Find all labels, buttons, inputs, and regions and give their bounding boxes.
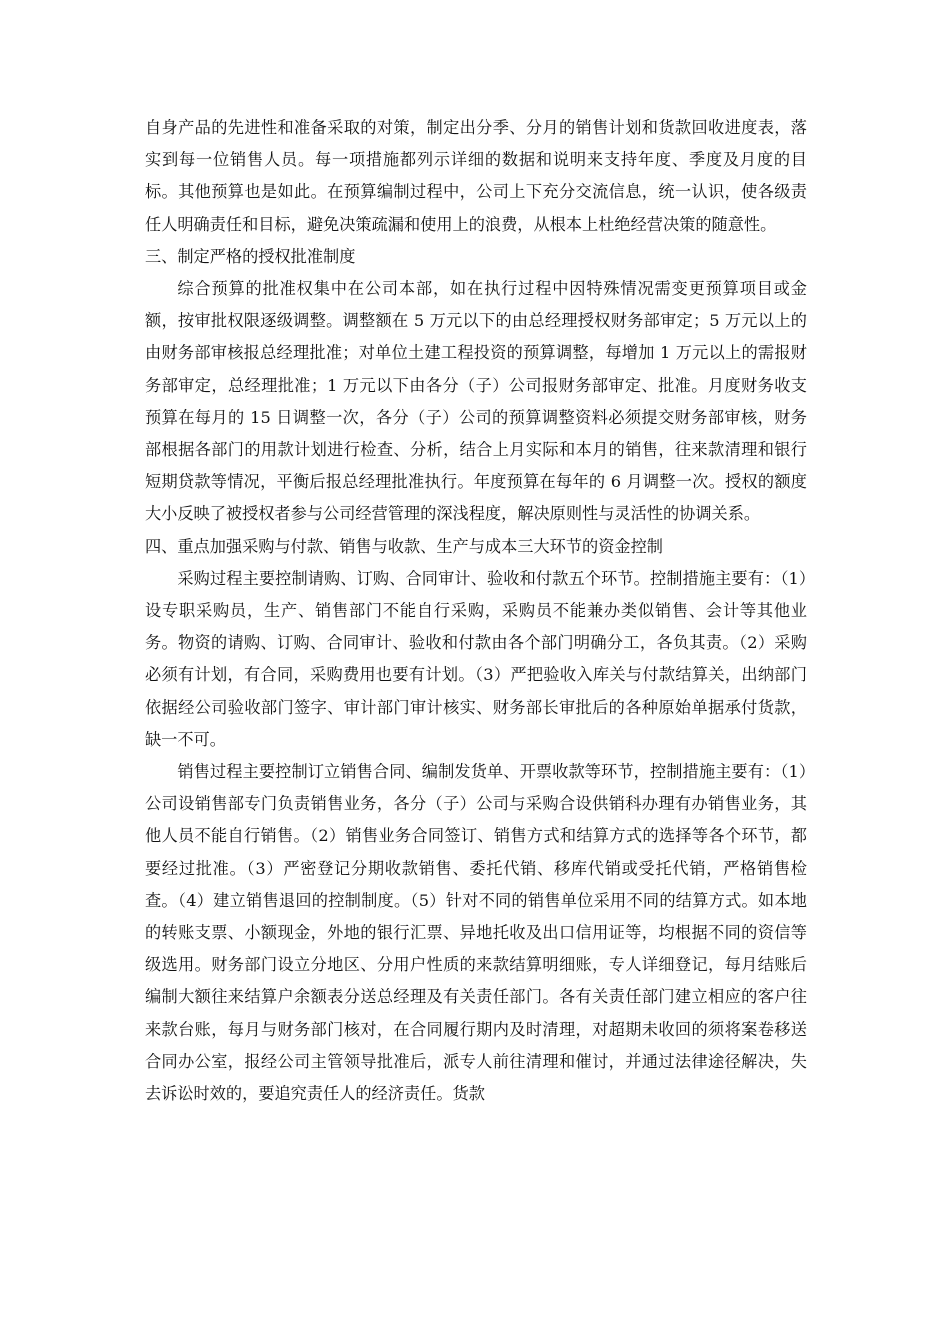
section-heading-3: 三、制定严格的授权批准制度 [145, 246, 356, 266]
paragraph-procurement: 采购过程主要控制请购、订购、合同审计、验收和付款五个环节。控制措施主要有：（1）设专职采购员，生产、销售部门不能自行采购，采购员不能兼办类似销售、会计等其他业务。物资的请购、订购、合同审计、验收和付款由各个部门明确分工，各负其责。（2）采购必须有计划，有合同，采购费用也要有计划。（3）严把验收入库关与付款结算关，出纳部门依据经公司验收部门签字、审计部门审计核实、财务部长审批后的各种原始单据承付货款，缺一不可。 [145, 568, 807, 749]
paragraph-authorization: 综合预算的批准权集中在公司本部，如在执行过程中因特殊情况需变更预算项目或金额，按审批权限逐级调整。调整额在 5 万元以下的由总经理授权财务部审定；5 万元以上的由财务部审核报总经理批准；对单位土建工程投资的预算调整，每增加 1 万元以上的需报财务部审定，总经理批准；1 万元以下由各分（子）公司报财务部审定、批准。月度财务收支预算在每月的 15 日调整一次，各分（子）公司的预算调整资料必须提交财务部审核，财务部根据各部门的用款计划进行检查、分析，结合上月实际和本月的销售，往来款清理和银行短期贷款等情况，平衡后报总经理批准执行。年度预算在每年的 6 月调整一次。授权的额度大小反映了被授权者参与公司经营管理的深浅程度，解决原则性与灵活性的协调关系。 [145, 279, 807, 524]
paragraph-sales: 销售过程主要控制订立销售合同、编制发货单、开票收款等环节，控制措施主要有：（1）公司设销售部专门负责销售业务，各分（子）公司与采购合设供销科办理有办销售业务，其他人员不能自行销售。（2）销售业务合同签订、销售方式和结算方式的选择等各个环节，都要经过批准。（3）严密登记分期收款销售、委托代销、移库代销或受托代销，严格销售检查。（4）建立销售退回的控制制度。（5）针对不同的销售单位采用不同的结算方式。如本地的转账支票、小额现金，外地的银行汇票、异地托收及出口信用证等，均根据不同的资信等级选用。财务部门设立分地区、分用户性质的来款结算明细账，专人详细登记，每月结账后编制大额往来结算户余额表分送总经理及有关责任部门。各有关责任部门建立相应的客户往来款台账，每月与财务部门核对，在合同履行期内及时清理，对超期未收回的须将案卷移送合同办公室，报经公司主管领导批准后，派专人前往清理和催讨，并通过法律途径解决，失去诉讼时效的，要追究责任人的经济责任。货款 [145, 762, 807, 1104]
section-heading-4: 四、重点加强采购与付款、销售与收款、生产与成本三大环节的资金控制 [145, 536, 663, 556]
paragraph-continued: 自身产品的先进性和准备采取的对策，制定出分季、分月的销售计划和货款回收进度表，落实到每一位销售人员。每一项措施都列示详细的数据和说明来支持年度、季度及月度的目标。其他预算也是如此。在预算编制过程中，公司上下充分交流信息，统一认识，使各级责任人明确责任和目标，避免决策疏漏和使用上的浪费，从根本上杜绝经营决策的随意性。 [145, 118, 807, 234]
document-page [145, 112, 807, 1110]
